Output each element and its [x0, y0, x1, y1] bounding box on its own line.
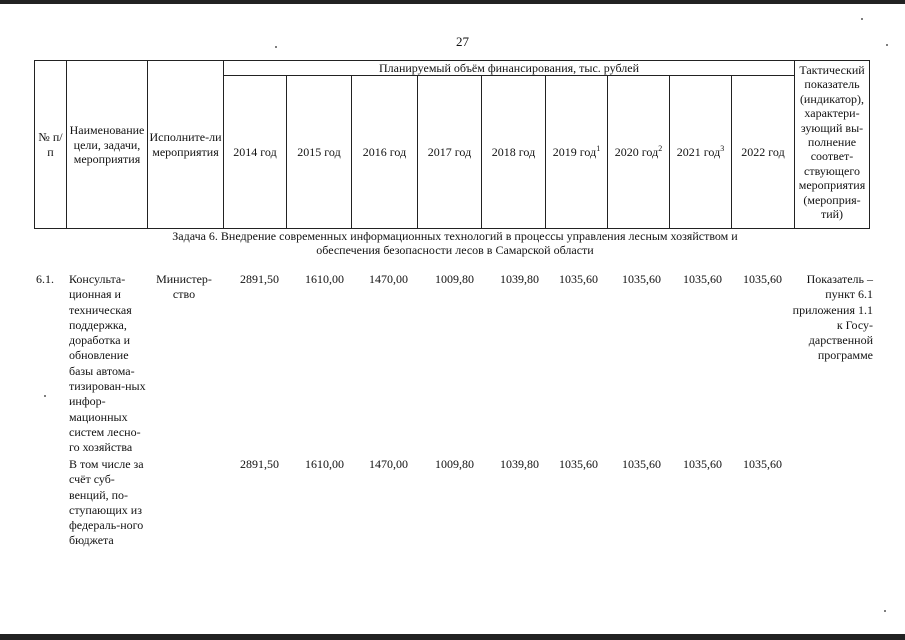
year-label: 2022 год: [741, 145, 785, 160]
year-label: 2015 год: [297, 145, 341, 160]
year-footnote: 2: [658, 144, 663, 154]
scan-speck: [275, 46, 277, 48]
value-2016: 1470,00: [369, 272, 408, 286]
page-number: 27: [456, 34, 469, 49]
value-2020: 1035,60: [622, 272, 661, 286]
scan-speck: [44, 395, 46, 397]
value-2018: 1039,80: [500, 457, 539, 471]
value-2021: 1035,60: [683, 457, 722, 471]
row-indicator: Показатель – пункт 6.1 приложения 1.1 к Госу-дарственной программе: [792, 272, 873, 363]
value-2018: 1039,80: [500, 272, 539, 286]
header-name: Наименование цели, задачи, мероприятия: [67, 61, 148, 229]
value-2017: 1009,80: [435, 272, 474, 286]
value-2021: 1035,60: [683, 272, 722, 286]
header-year: [732, 76, 795, 229]
value-2022: 1035,60: [743, 457, 782, 471]
value-2015: 1610,00: [305, 457, 344, 471]
row-name: Консульта-ционная и техническая поддержка, доработка и обновление базы автома-тизирован-ных инфор-мационных систем лесно-го хозяйства: [69, 272, 146, 455]
year-label: 2021 год: [676, 145, 721, 160]
row-executor: Министер-ство: [156, 272, 212, 302]
row-name: В том числе за счёт суб-венций, по-ступающих из федераль-ного бюджета: [69, 457, 144, 548]
header-year: [546, 76, 608, 229]
scan-speck: [884, 610, 886, 612]
scan-speck: [886, 44, 888, 46]
value-2019: 1035,60: [559, 272, 598, 286]
value-2015: 1610,00: [305, 272, 344, 286]
value-2019: 1035,60: [559, 457, 598, 471]
value-2022: 1035,60: [743, 272, 782, 286]
row-number: 6.1.: [36, 272, 54, 286]
header-executor: Исполните-ли мероприятия: [148, 61, 224, 229]
value-2014: 2891,50: [240, 457, 279, 471]
value-2020: 1035,60: [622, 457, 661, 471]
year-footnote: 1: [596, 144, 601, 154]
year-label: 2018 год: [491, 145, 536, 160]
scan-top-edge: [0, 0, 905, 4]
funding-table-header: [34, 60, 870, 229]
header-funding-title: Планируемый объём финансирования, тыс. рублей: [224, 61, 795, 76]
value-2016: 1470,00: [369, 457, 408, 471]
year-footnote: 3: [720, 144, 725, 154]
header-year: [482, 76, 546, 229]
header-year: [352, 76, 418, 229]
scan-bottom-edge: [0, 634, 905, 640]
year-label: 2014 год: [233, 145, 277, 160]
header-num: № п/п: [35, 61, 67, 229]
value-2014: 2891,50: [240, 272, 279, 286]
year-label: 2020 год: [614, 145, 659, 160]
header-year: [418, 76, 482, 229]
task-title: Задача 6. Внедрение современных информационных технологий в процессы управления лесным хозяйством и обеспечения безопасности лесов в Самарской области: [172, 229, 738, 257]
scan-speck: [861, 18, 863, 20]
value-2017: 1009,80: [435, 457, 474, 471]
year-label: 2017 год: [427, 145, 472, 160]
header-year: [287, 76, 352, 229]
year-label: 2019 год: [552, 145, 597, 160]
header-year: [608, 76, 670, 229]
header-tactical-indicator: Тактический показатель (индикатор), характери-зующий вы-полнение соответ-ствующего мероприятия (мероприя-тий): [795, 61, 870, 229]
header-year: [670, 76, 732, 229]
year-label: 2016 год: [362, 145, 407, 160]
header-year: [224, 76, 287, 229]
